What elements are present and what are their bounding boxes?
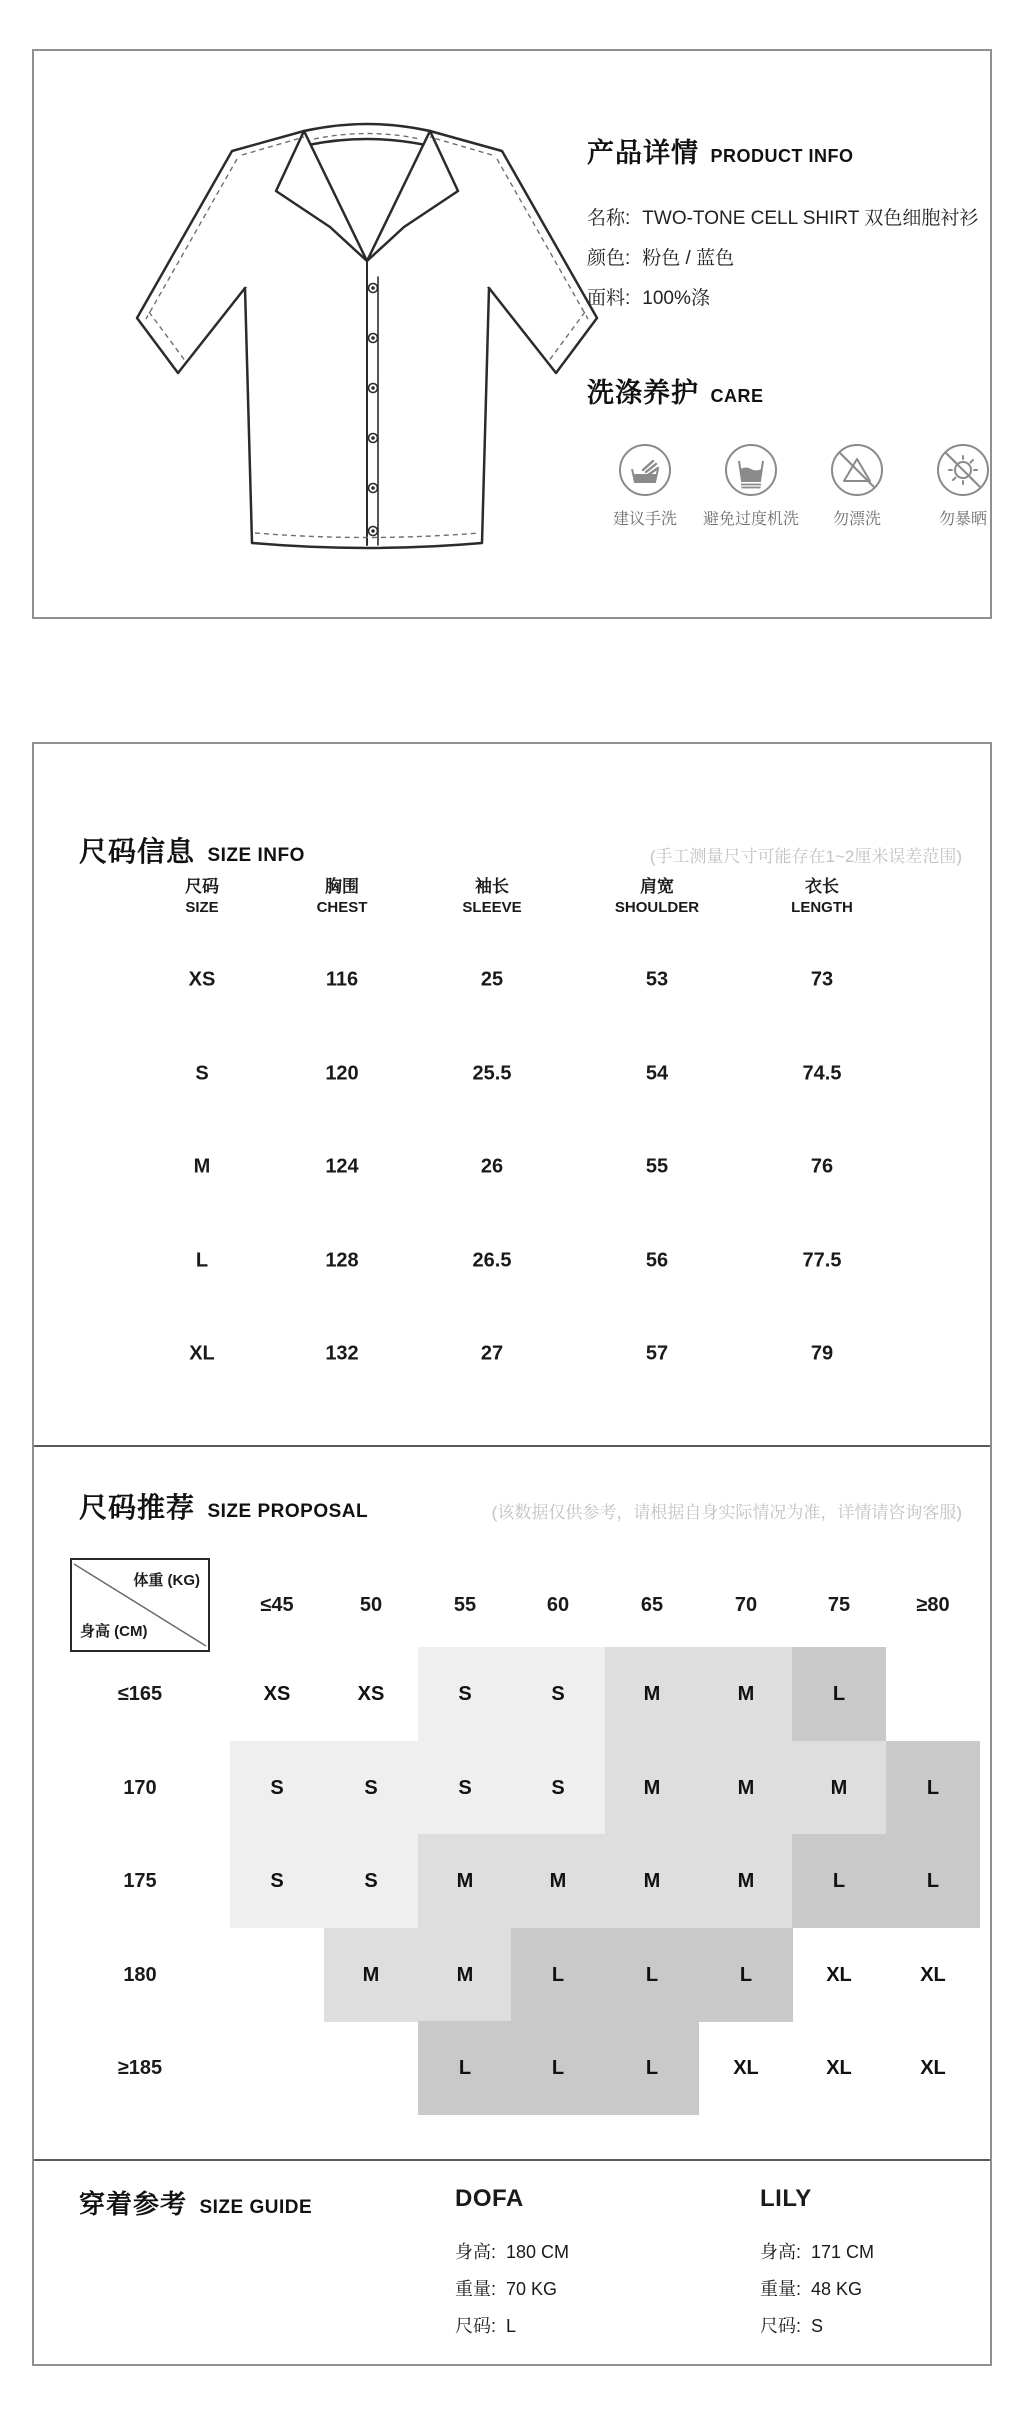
- field-value: TWO-TONE CELL SHIRT 双色细胞衬衫: [642, 208, 979, 229]
- height-row-label: ≤165: [117, 1682, 163, 1705]
- matrix-cell: S: [324, 1834, 418, 1928]
- cell: S: [195, 1062, 209, 1085]
- cell: 124: [325, 1155, 359, 1178]
- field-value: 100%涤: [642, 288, 710, 309]
- matrix-cell: L: [511, 2021, 605, 2115]
- col-header-shoulder: 肩宽 SHOULDER: [614, 877, 700, 916]
- matrix-cell: XL: [826, 1963, 852, 1986]
- matrix-axis-header: [70, 1558, 210, 1652]
- matrix-cell: S: [511, 1741, 605, 1835]
- weight-header: ≤45: [260, 1593, 294, 1616]
- care-label: 建议手洗: [612, 511, 677, 528]
- cell: 128: [325, 1249, 359, 1272]
- size-proposal-title: [79, 1486, 368, 1526]
- matrix-cell: L: [418, 2021, 512, 2115]
- care-item-no-bleach: [804, 443, 910, 529]
- size-guide-title: [79, 2184, 312, 2221]
- size-guide-title-zh: 穿着参考: [79, 2189, 188, 2219]
- cell: 25: [480, 968, 504, 991]
- matrix-cell: M: [324, 1928, 418, 2022]
- matrix-cell: XS: [357, 1682, 385, 1705]
- matrix-cell: L: [699, 1928, 793, 2022]
- cell: 25.5: [472, 1062, 512, 1085]
- col-header-sleeve: 袖长 SLEEVE: [462, 877, 522, 916]
- matrix-cell: XL: [733, 2056, 759, 2079]
- size-info-title-zh: 尺码信息: [79, 836, 196, 867]
- weight-header: ≥80: [916, 1593, 950, 1616]
- care-label: 避免过度机洗: [702, 511, 799, 528]
- col-header-length: 衣长 LENGTH: [791, 877, 853, 916]
- weight-header: 55: [453, 1593, 477, 1616]
- matrix-cell: M: [792, 1741, 886, 1835]
- care-title-en: CARE: [710, 386, 764, 406]
- product-info-title: [587, 131, 853, 170]
- cell: 53: [645, 968, 669, 991]
- model-size: 尺码: S: [760, 2316, 824, 2336]
- matrix-cell: L: [511, 1928, 605, 2022]
- weight-header: 75: [827, 1593, 851, 1616]
- matrix-cell: L: [605, 2021, 699, 2115]
- height-row-label: 170: [123, 1776, 157, 1799]
- matrix-cell: S: [511, 1647, 605, 1741]
- product-name-field: [587, 203, 978, 230]
- height-row-label: ≥185: [117, 2056, 163, 2079]
- care-title: [587, 371, 763, 410]
- size-guide-title-en: SIZE GUIDE: [199, 2197, 313, 2218]
- section-divider: [34, 2159, 990, 2161]
- weight-header: 70: [734, 1593, 758, 1616]
- field-label: 面料:: [587, 288, 631, 309]
- product-fabric-field: [587, 283, 710, 310]
- cell: XL: [189, 1342, 215, 1365]
- care-item-no-sun: [910, 443, 1016, 529]
- matrix-cell: S: [230, 1834, 324, 1928]
- height-row-label: 175: [123, 1869, 157, 1892]
- height-axis-label: 身高 (CM): [80, 1623, 148, 1640]
- model-name: LILY: [760, 2185, 812, 2212]
- model-height: 身高: 171 CM: [760, 2242, 875, 2262]
- cell: 26.5: [472, 1249, 512, 1272]
- matrix-cell: M: [605, 1834, 699, 1928]
- care-icons-row: [592, 443, 1016, 529]
- model-weight: 重量: 70 KG: [455, 2279, 558, 2299]
- care-item-hand-wash: [592, 443, 698, 529]
- model-lily: [760, 2185, 812, 2213]
- matrix-cell: S: [324, 1741, 418, 1835]
- height-row-label: 180: [123, 1963, 157, 1986]
- machine-wash-icon: [724, 443, 778, 497]
- matrix-cell: L: [792, 1834, 886, 1928]
- matrix-cell: M: [418, 1834, 512, 1928]
- field-value: 粉色 / 蓝色: [642, 248, 735, 269]
- matrix-cell: S: [418, 1647, 512, 1741]
- weight-header: 50: [359, 1593, 383, 1616]
- cell: XS: [188, 968, 216, 991]
- col-header-chest: 胸围 CHEST: [316, 877, 368, 916]
- size-proposal-title-zh: 尺码推荐: [79, 1492, 196, 1523]
- matrix-cell: M: [699, 1741, 793, 1835]
- care-item-machine-wash: [698, 443, 804, 529]
- matrix-cell: S: [418, 1741, 512, 1835]
- hand-wash-icon: [618, 443, 672, 497]
- cell: 27: [480, 1342, 504, 1365]
- cell: 79: [810, 1342, 834, 1365]
- size-panel: [32, 742, 992, 2366]
- cell: 26: [480, 1155, 504, 1178]
- size-proposal-title-en: SIZE PROPOSAL: [207, 1501, 369, 1522]
- shirt-illustration: [82, 81, 642, 581]
- cell: 56: [645, 1249, 669, 1272]
- matrix-cell: M: [511, 1834, 605, 1928]
- matrix-cell: XS: [263, 1682, 291, 1705]
- matrix-cell: M: [605, 1647, 699, 1741]
- field-label: 名称:: [587, 208, 631, 229]
- matrix-cell: M: [699, 1647, 793, 1741]
- model-size: 尺码: L: [455, 2316, 517, 2336]
- size-info-title-en: SIZE INFO: [207, 845, 305, 866]
- product-info-panel: [32, 49, 992, 619]
- model-weight: 重量: 48 KG: [760, 2279, 863, 2299]
- product-info-title-en: PRODUCT INFO: [710, 146, 854, 166]
- model-name: DOFA: [455, 2185, 524, 2212]
- cell: 73: [810, 968, 834, 991]
- product-color-field: [587, 243, 734, 270]
- cell: 77.5: [802, 1249, 842, 1272]
- no-sun-icon: [936, 443, 990, 497]
- size-info-title: [79, 830, 305, 870]
- matrix-cell: [324, 2021, 418, 2115]
- cell: 120: [325, 1062, 359, 1085]
- weight-axis-label: 体重 (KG): [133, 1572, 200, 1589]
- matrix-cell: M: [605, 1741, 699, 1835]
- matrix-cell: XL: [826, 2056, 852, 2079]
- matrix-cell: L: [792, 1647, 886, 1741]
- matrix-cell: L: [605, 1928, 699, 2022]
- no-bleach-icon: [830, 443, 884, 497]
- cell: L: [195, 1249, 209, 1272]
- field-label: 颜色:: [587, 248, 631, 269]
- cell: 55: [645, 1155, 669, 1178]
- cell: 74.5: [802, 1062, 842, 1085]
- matrix-cell: [230, 1928, 324, 2022]
- care-label: 勿漂洗: [832, 511, 881, 528]
- product-info-title-zh: 产品详情: [587, 138, 699, 168]
- matrix-cell: XL: [920, 1963, 946, 1986]
- cell: 57: [645, 1342, 669, 1365]
- matrix-cell: XL: [920, 2056, 946, 2079]
- weight-header: 65: [640, 1593, 664, 1616]
- cell: M: [193, 1155, 211, 1178]
- weight-header: 60: [546, 1593, 570, 1616]
- model-dofa: [455, 2185, 524, 2213]
- size-info-note: (手工测量尺寸可能存在1~2厘米误差范围): [649, 847, 962, 866]
- cell: 132: [325, 1342, 359, 1365]
- matrix-cell: M: [418, 1928, 512, 2022]
- matrix-cell: L: [886, 1741, 980, 1835]
- cell: 116: [325, 968, 359, 991]
- matrix-cell: L: [886, 1834, 980, 1928]
- matrix-cell: M: [699, 1834, 793, 1928]
- model-height: 身高: 180 CM: [455, 2242, 570, 2262]
- matrix-cell: [230, 2021, 324, 2115]
- matrix-cell: S: [230, 1741, 324, 1835]
- matrix-cell: [886, 1647, 980, 1741]
- cell: 54: [645, 1062, 669, 1085]
- col-header-size: 尺码 SIZE: [185, 877, 219, 916]
- section-divider: [34, 1445, 990, 1447]
- care-label: 勿暴晒: [938, 511, 987, 528]
- care-title-zh: 洗涤养护: [587, 378, 699, 408]
- cell: 76: [810, 1155, 834, 1178]
- size-proposal-note: (该数据仅供参考，请根据自身实际情况为准，详情请咨询客服): [491, 1503, 962, 1522]
